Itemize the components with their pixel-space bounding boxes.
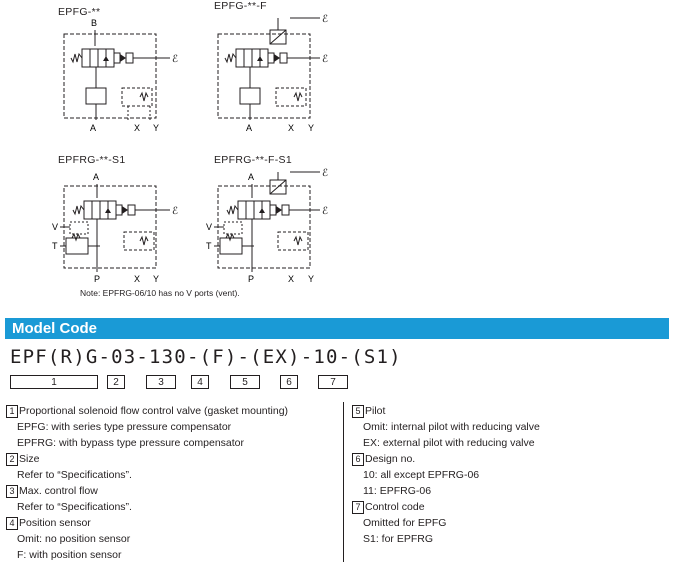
code-box-3: 3 [146,375,176,389]
symbol-title-epfrg-s1: EPFRG-**-S1 [58,154,126,166]
desc-item: Refer to “Specifications”. [17,469,132,481]
desc-item: F: with position sensor [17,549,122,561]
code-box-2: 2 [107,375,125,389]
code-box-1: 1 [10,375,98,389]
svg-text:X: X [288,274,295,284]
svg-text:ℰ: ℰ [172,206,179,217]
svg-text:ℰ: ℰ [322,54,329,65]
code-box-6: 6 [280,375,298,389]
svg-text:V: V [52,222,59,232]
desc-item: Omit: internal pilot with reducing valve [363,421,540,433]
symbol-epfg [64,18,178,133]
desc-item: Omit: no position sensor [17,533,131,545]
description-left [6,403,288,563]
desc-item: 2 Size [6,451,288,467]
description-right [352,403,540,547]
svg-text:ℰ: ℰ [322,168,329,179]
symbol-title-epfrg-f-s1: EPFRG-**-F-S1 [214,154,292,166]
desc-item: 3 Max. control flow [6,483,288,499]
desc-item: 6 Design no. [352,451,540,467]
desc-item: 10: all except EPFRG-06 [363,469,480,481]
svg-text:T: T [206,241,212,251]
section-title: Model Code [12,320,97,337]
svg-text:T: T [52,241,58,251]
svg-text:ℰ: ℰ [322,14,329,25]
desc-item: 1 Proportional solenoid flow control valve (gasket mounting) [6,403,288,419]
code-box-7: 7 [318,375,348,389]
code-box-4: 4 [191,375,209,389]
desc-item: EPFG: with series type pressure compensator [17,421,232,433]
svg-text:Y: Y [153,274,160,284]
svg-text:A: A [90,123,97,133]
svg-text:B: B [91,18,98,28]
svg-text:P: P [94,274,101,284]
symbol-epfrg-s1 [52,172,178,284]
desc-item: 5 Pilot [352,403,540,419]
desc-item: EPFRG: with bypass type pressure compensator [17,437,245,449]
section-header-bar [5,318,669,339]
svg-text:X: X [134,274,141,284]
svg-text:P: P [248,274,255,284]
symbol-title-epfg: EPFG-** [58,6,101,18]
desc-item: Omitted for EPFG [363,517,447,529]
svg-text:Y: Y [153,123,160,133]
symbol-title-epfg-f: EPFG-**-F [214,0,267,12]
svg-text:Y: Y [308,274,315,284]
symbol-epfg-f [218,14,328,133]
desc-item: 7 Control code [352,499,540,515]
note-text: Note: EPFRG-06/10 has no V ports (vent). [80,288,240,298]
desc-item: Refer to “Specifications”. [17,501,132,513]
svg-text:A: A [93,172,100,182]
desc-item: 11: EPFRG-06 [363,485,432,497]
desc-item: EX: external pilot with reducing valve [363,437,535,449]
desc-item: S1: for EPFRG [363,533,434,545]
model-code: EPF(R)G-03-130-(F)-(EX)-10-(S1) [10,346,402,368]
svg-text:ℰ: ℰ [172,54,179,65]
code-box-5: 5 [230,375,260,389]
desc-item: 4 Position sensor [6,515,288,531]
svg-text:A: A [246,123,253,133]
svg-text:X: X [288,123,295,133]
svg-text:X: X [134,123,141,133]
svg-text:V: V [206,222,213,232]
svg-text:Y: Y [308,123,315,133]
symbol-epfrg-f-s1 [206,168,328,284]
column-divider [343,402,344,562]
svg-text:ℰ: ℰ [322,206,329,217]
svg-text:A: A [248,172,255,182]
